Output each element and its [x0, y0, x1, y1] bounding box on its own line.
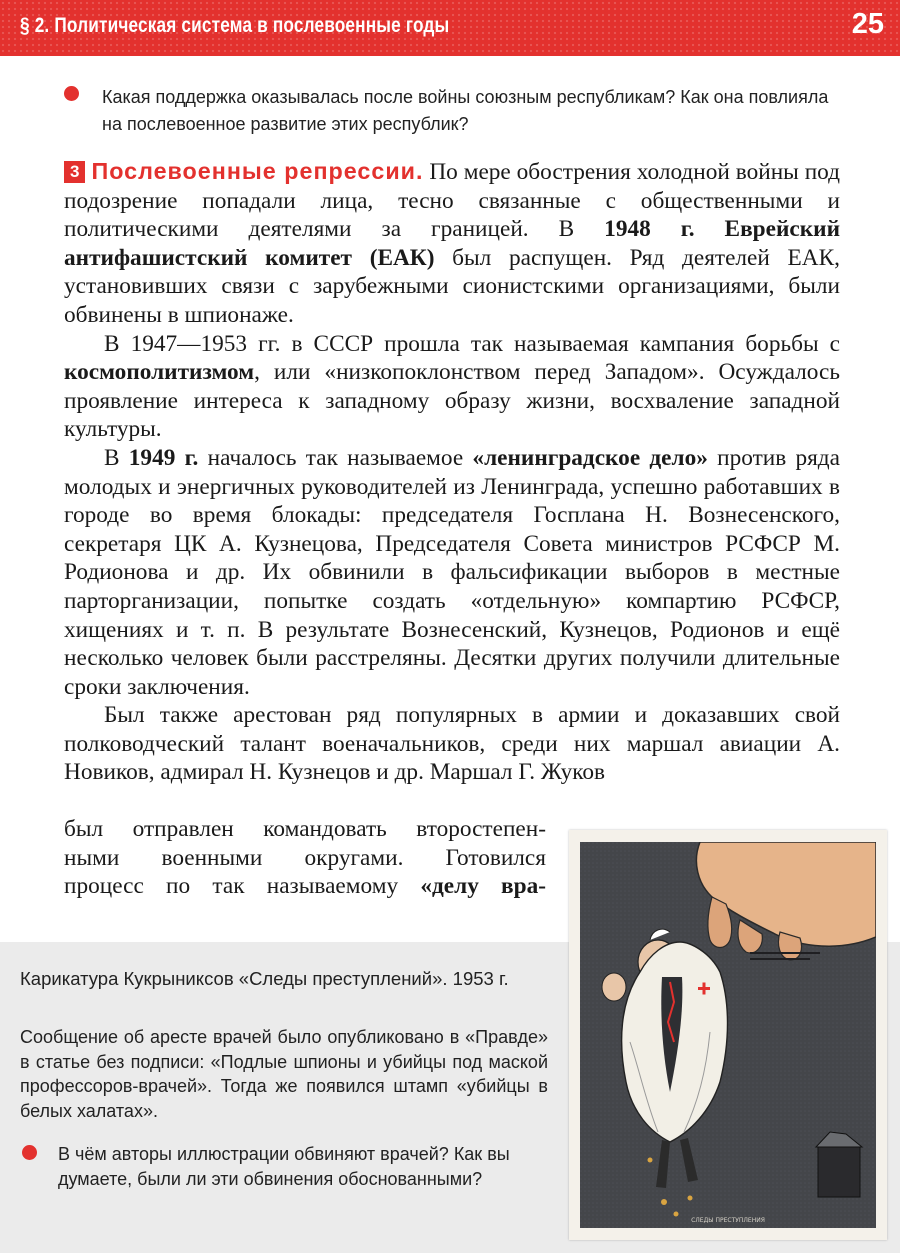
caption-body: Сообщение об аресте врачей было опубликовано в «Правде» в статье без подписи: «Подлые шпионы и убийцы под маской профессоров-врачей». Тогда же появился штамп «убийцы в белых халатах». [20, 1027, 548, 1121]
paragraph-4: Был также арестован ряд популярных в армии и доказавших свой полководческий талант военачальников, среди них маршал авиации А. Новиков, адмирал Н. Кузнецов и др. Маршал Г. Жуков [64, 702, 840, 786]
bold-term: «делу вра- [420, 873, 547, 900]
bold-term: 1948 г. Еврейский антифашистский комитет (ЕАК) [64, 216, 840, 271]
bold-term: 1949 г. [128, 444, 199, 471]
bold-term: космополитизмом [64, 359, 255, 386]
poster-title: СЛЕДЫ ПРЕСТУПЛЕНИЯ [691, 1217, 765, 1224]
caricature-drawing-icon [580, 842, 876, 1228]
paragraph-3 [64, 444, 840, 701]
section-number-badge: 3 [64, 161, 85, 183]
chapter-title: § 2. Политическая система в послевоенные годы [20, 14, 450, 37]
question-bullet-icon [22, 1145, 37, 1160]
caricature-image [569, 830, 887, 1240]
section-body [64, 157, 840, 787]
text-span: началось так называемое [198, 444, 473, 471]
text-line: ными военными округами. Готовился [64, 844, 546, 871]
caption-title: Карикатура Кукрыниксов «Следы преступлений». 1953 г. [20, 968, 509, 989]
page-header [0, 0, 900, 56]
section-title: Послевоенные репрессии. [91, 158, 424, 184]
text-span: процесс по так называемому [64, 873, 421, 900]
paragraph-4-continuation [64, 815, 546, 901]
text-line: был отправлен командовать второстепен- [64, 816, 546, 842]
question-bullet-icon [64, 86, 79, 101]
text-span: был распущен. Ряд деятелей ЕАК, установивших связи с зарубежными сионистскими организациями, были обвинены в шпионаже. [64, 244, 840, 328]
paragraph-2 [64, 330, 840, 444]
paragraph-1 [64, 157, 840, 330]
text-line [64, 872, 546, 901]
text-span: , или «низкопоклонством перед Западом». Осуждалось проявление интереса к западному образу жизни, восхваление западной культуры. [64, 359, 840, 443]
text-span: В 1947—1953 гг. в СССР прошла так называемая кампания борьбы с [104, 330, 840, 357]
caption-question: В чём авторы иллюстрации обвиняют врачей? Как вы думаете, были ли эти обвинения обоснованными? [58, 1144, 510, 1189]
text-span: В [104, 444, 129, 471]
bold-term: «ленинградское дело» [472, 444, 708, 471]
review-question: Какая поддержка оказывалась после войны союзным республикам? Как она повлияла на послевоенное развитие этих республик? [102, 87, 829, 134]
text-span: По мере обострения холодной войны под подозрение попадали лица, тесно связанные с общественными и политическими деятелями за границей. В [64, 159, 841, 243]
page-number: 25 [851, 8, 884, 40]
text-span: против ряда молодых и энергичных руководителей из Ленинграда, успешно работавших в городе во время блокады: председателя Госплана Н. Вознесенского, секретаря ЦК А. Кузнецова, Председателя Совета министров РСФСР М. Родионова и др. Их обвинили в фальсификации выборов в местные парторганизации, попытке создать «отдельную» компартию РСФСР, хищениях и т. п. В результате Вознесенский, Кузнецов, Родионов и ещё несколько человек были расстреляны. Десятки других получили длительные сроки заключения. [64, 444, 841, 700]
